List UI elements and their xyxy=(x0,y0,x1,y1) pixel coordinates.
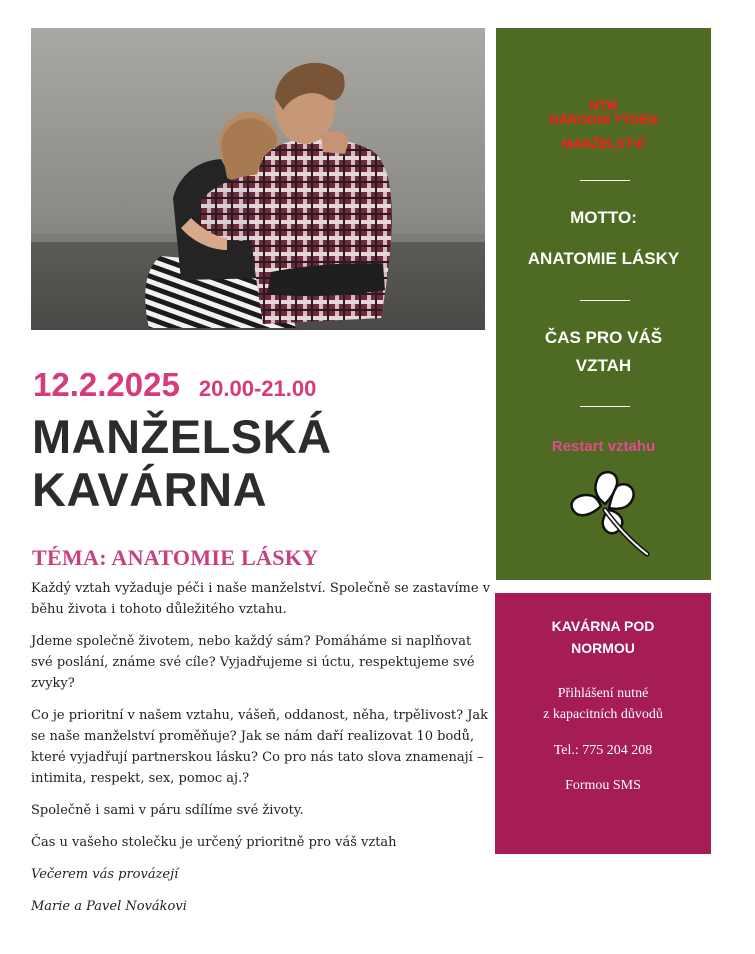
divider-1 xyxy=(580,180,630,181)
clover-icon xyxy=(561,464,661,564)
hosts-intro: Večerem vás provázejí xyxy=(31,867,179,882)
ntm-abbreviation: NTM xyxy=(589,98,618,113)
event-title-line1: MANŽELSKÁ xyxy=(32,410,332,463)
ntm-name-line1: NÁRODNÍ TÝDEN xyxy=(549,112,658,127)
cafe-title-line1: KAVÁRNA POD xyxy=(551,618,655,634)
body-paragraph-4: Společně i sami v páru sdílíme své životy. xyxy=(31,803,304,818)
hosts-names: Marie a Pavel Novákovi xyxy=(31,899,187,914)
ntm-name-line2: MANŽELSTVÍ xyxy=(561,136,646,151)
tagline-line1: ČAS PRO VÁŠ xyxy=(544,328,663,347)
tagline xyxy=(496,324,711,380)
signup-line1: Přihlášení nutné xyxy=(557,686,649,701)
event-time: 20.00-21.00 xyxy=(198,376,317,401)
ntm-sidebar-panel xyxy=(496,28,711,580)
phone-number: Tel.: 775 204 208 xyxy=(553,743,653,758)
motto-label: MOTTO: xyxy=(570,208,637,227)
body-paragraph-1: Každý vztah vyžaduje péči i naše manželství. Společně se zastavíme v běhu života i tohoto důležitého vztahu. xyxy=(31,581,491,617)
signup-line2: z kapacitních důvodů xyxy=(543,707,663,722)
signup-note xyxy=(495,683,711,725)
cafe-info-panel xyxy=(495,593,711,854)
couple-photo-illustration xyxy=(31,28,485,330)
body-paragraph-2: Jdeme společně životem, nebo každý sám? Pomáháme si naplňovat své poslání, známe své cíle? Vyjadřujeme si úctu, respektujeme své zvyky? xyxy=(31,634,475,691)
ntm-full-name xyxy=(496,108,711,156)
event-date-time xyxy=(33,366,316,404)
divider-2 xyxy=(580,300,630,301)
body-paragraph-5: Čas u vašeho stolečku je určený prioritně pro váš vztah xyxy=(31,835,397,850)
cafe-title-line2: NORMOU xyxy=(571,640,635,656)
body-text xyxy=(31,578,491,928)
event-title-line2: KAVÁRNA xyxy=(32,463,268,516)
theme-heading: TÉMA: ANATOMIE LÁSKY xyxy=(32,545,319,570)
tagline-line2: VZTAH xyxy=(575,356,632,375)
motto-value: ANATOMIE LÁSKY xyxy=(527,249,680,268)
restart-text: Restart vztahu xyxy=(551,438,656,455)
sms-note: Formou SMS xyxy=(565,778,641,793)
body-paragraph-3: Co je prioritní v našem vztahu, vášeň, oddanost, něha, trpělivost? Jak se naše manželství proměňuje? Jak se nám daří realizovat 10 bodů, které vyjadřují partnerskou lásku? Co pro nás tato slova znamenají – intimita, respekt, sex, pomoc aj.? xyxy=(31,708,489,786)
event-title xyxy=(32,410,332,516)
couple-photo xyxy=(31,28,485,330)
divider-3 xyxy=(580,406,630,407)
cafe-title xyxy=(495,615,711,659)
event-date: 12.2.2025 xyxy=(33,366,180,403)
